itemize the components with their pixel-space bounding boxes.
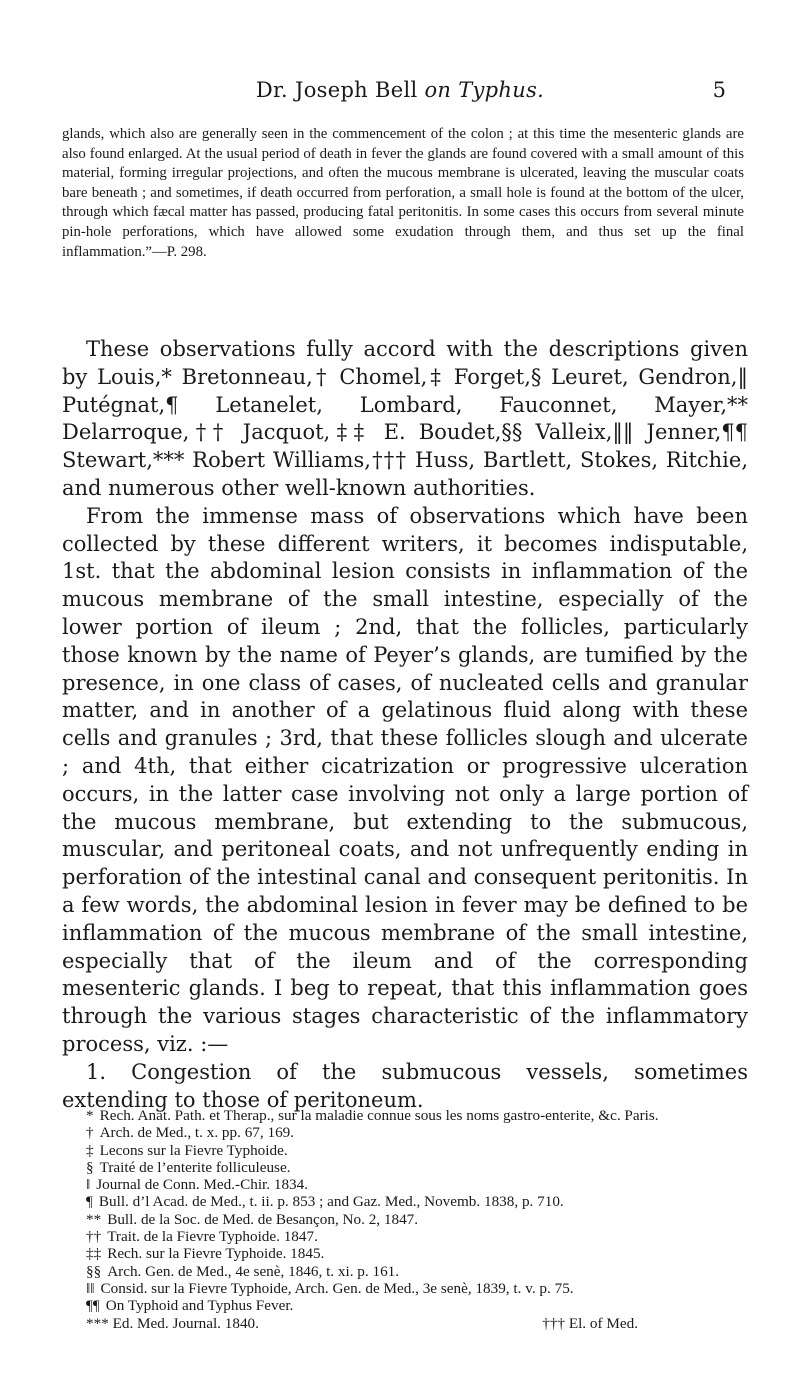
footnote [62,1228,748,1245]
footnote-text: Arch. Gen. de Med., 4e senè, 1846, t. xi. p. 161. [107,1262,400,1280]
footnote-mark: ††† [542,1314,566,1332]
running-title-subject: on Typhus. [424,78,545,102]
footnote [62,1142,748,1159]
footnote-final-row [62,1315,748,1332]
footnote-text: Bull. d’l Acad. de Med., t. ii. p. 853 ; and Gaz. Med., Novemb. 1838, p. 710. [98,1193,564,1211]
footnote-text: Ed. Med. Journal. 1840. [112,1314,259,1332]
footnote-text: On Typhoid and Typhus Fever. [105,1297,294,1315]
footnote-text: Rech. sur la Fievre Typhoide. 1845. [107,1245,325,1263]
footnote [62,1280,748,1297]
quoted-passage: glands, which also are generally seen in the commencement of the colon ; at this time the mesenteric glands are also found enlarged. At the usual period of death in fever the glands are found covered with a small amount of this material, forming irregular projections, and often the mucous membrane is ulcerated, leaving the muscular coats bare beneath ; and sometimes, if death occurred from perforation, a small hole is found at the bottom of the ulcer, through which fæcal matter has passed, producing fatal peritonitis. In some cases this occurs from several minute pin-hole perforations, which have allowed some exudation through them, and thus set up the final inflammation.”—P. 298. [62,126,744,260]
footnote [62,1211,748,1228]
running-title [0,78,800,102]
main-text [62,336,748,1114]
footnote-mark: ¶¶ [86,1297,100,1315]
page-number: 5 [712,78,726,102]
footnote-mark: ‖‖ [86,1279,95,1297]
footnote-text: Trait. de la Fievre Typhoide. 1847. [107,1228,318,1246]
footnote-text: Lecons sur la Fievre Typhoide. [99,1141,288,1159]
footnote-mark: † [86,1124,94,1142]
footnote-mark: ‖ [86,1176,91,1194]
footnote [62,1297,748,1314]
footnote-mark: § [86,1158,94,1176]
footnote-text: Traité de l’enterite folliculeuse. [99,1158,291,1176]
footnote-text: El. of Med. [568,1314,638,1332]
footnote-mark: ‡ [86,1141,94,1159]
footnote [62,1107,748,1124]
footnote-mark: §§ [86,1262,102,1280]
paragraph-congestion: 1. Congestion of the submucous vessels, sometimes extending to those of peritoneum. [62,1059,748,1112]
footnote-mark: * [86,1107,94,1124]
footnote [62,1159,748,1176]
footnote-text: Bull. de la Soc. de Med. de Besançon, No. 2, 1847. [107,1210,419,1228]
footnote [62,1193,748,1210]
footnote-mark: †† [86,1228,102,1246]
footnote [62,1124,748,1141]
paragraph-observations: From the immense mass of observations which have been collected by these different writers, it becomes indisputable, 1st. that the abdominal lesion consists in inflammation of the mucous membrane of the small intestine, especially of the lower portion of ileum ; 2nd, that the follicles, particularly those known by the name of Peyer’s glands, are tumified by the presence, in one class of cases, of nucleated cells and granular matter, and in another of a gelatinous fluid along with these cells and granules ; 3rd, that these follicles slough and ulcerate ; and 4th, that either cicatrization or progressive ulceration occurs, in the latter case involving not only a large portion of the mucous membrane, but extending to the submucous, muscular, and peritoneal coats, and not unfrequently ending in perforation of the intestinal canal and consequent peritonitis. In a few words, the abdominal lesion in fever may be defined to be inflammation of the mucous membrane of the small intestine, especially that of the ileum and of the corresponding mesenteric glands. I beg to repeat, that this inflammation goes through the various stages characteristic of the inflammatory process, viz. :— [62,503,748,1056]
footnote-mark: ** [86,1210,102,1228]
footnote-text: Journal de Conn. Med.-Chir. 1834. [96,1176,309,1194]
running-title-author: Dr. Joseph Bell [255,78,425,102]
footnotes [62,1107,748,1332]
footnote [62,1245,748,1262]
footnote-mark: *** [86,1314,109,1332]
footnote-mark: ‡‡ [86,1245,102,1263]
footnote-text: Arch. de Med., t. x. pp. 67, 169. [99,1124,295,1142]
footnote-text: Consid. sur la Fievre Typhoide, Arch. Gen. de Med., 3e senè, 1839, t. v. p. 75. [100,1279,574,1297]
running-header [0,78,800,108]
footnote [542,1315,638,1332]
footnote-mark: ¶ [86,1193,93,1211]
paragraph-authorities: These observations fully accord with the descriptions given by Louis,* Bretonneau,† Chomel,‡ Forget,§ Leuret, Gendron,‖ Putégnat,¶ Letanelet, Lombard, Fauconnet, Mayer,** Delarroque,†† Jacquot,‡‡ E. Boudet,§§ Valleix,‖‖ Jenner,¶¶ Stewart,*** Robert Williams,††† Huss, Bartlett, Stokes, Ritchie, and numerous other well-known authorities. [62,337,748,500]
footnote [86,1315,259,1332]
footnote [62,1263,748,1280]
footnote [62,1176,748,1193]
footnote-text: Rech. Anat. Path. et Therap., sur la maladie connue sous les noms gastro-enterite, &c. Paris. [99,1107,659,1124]
